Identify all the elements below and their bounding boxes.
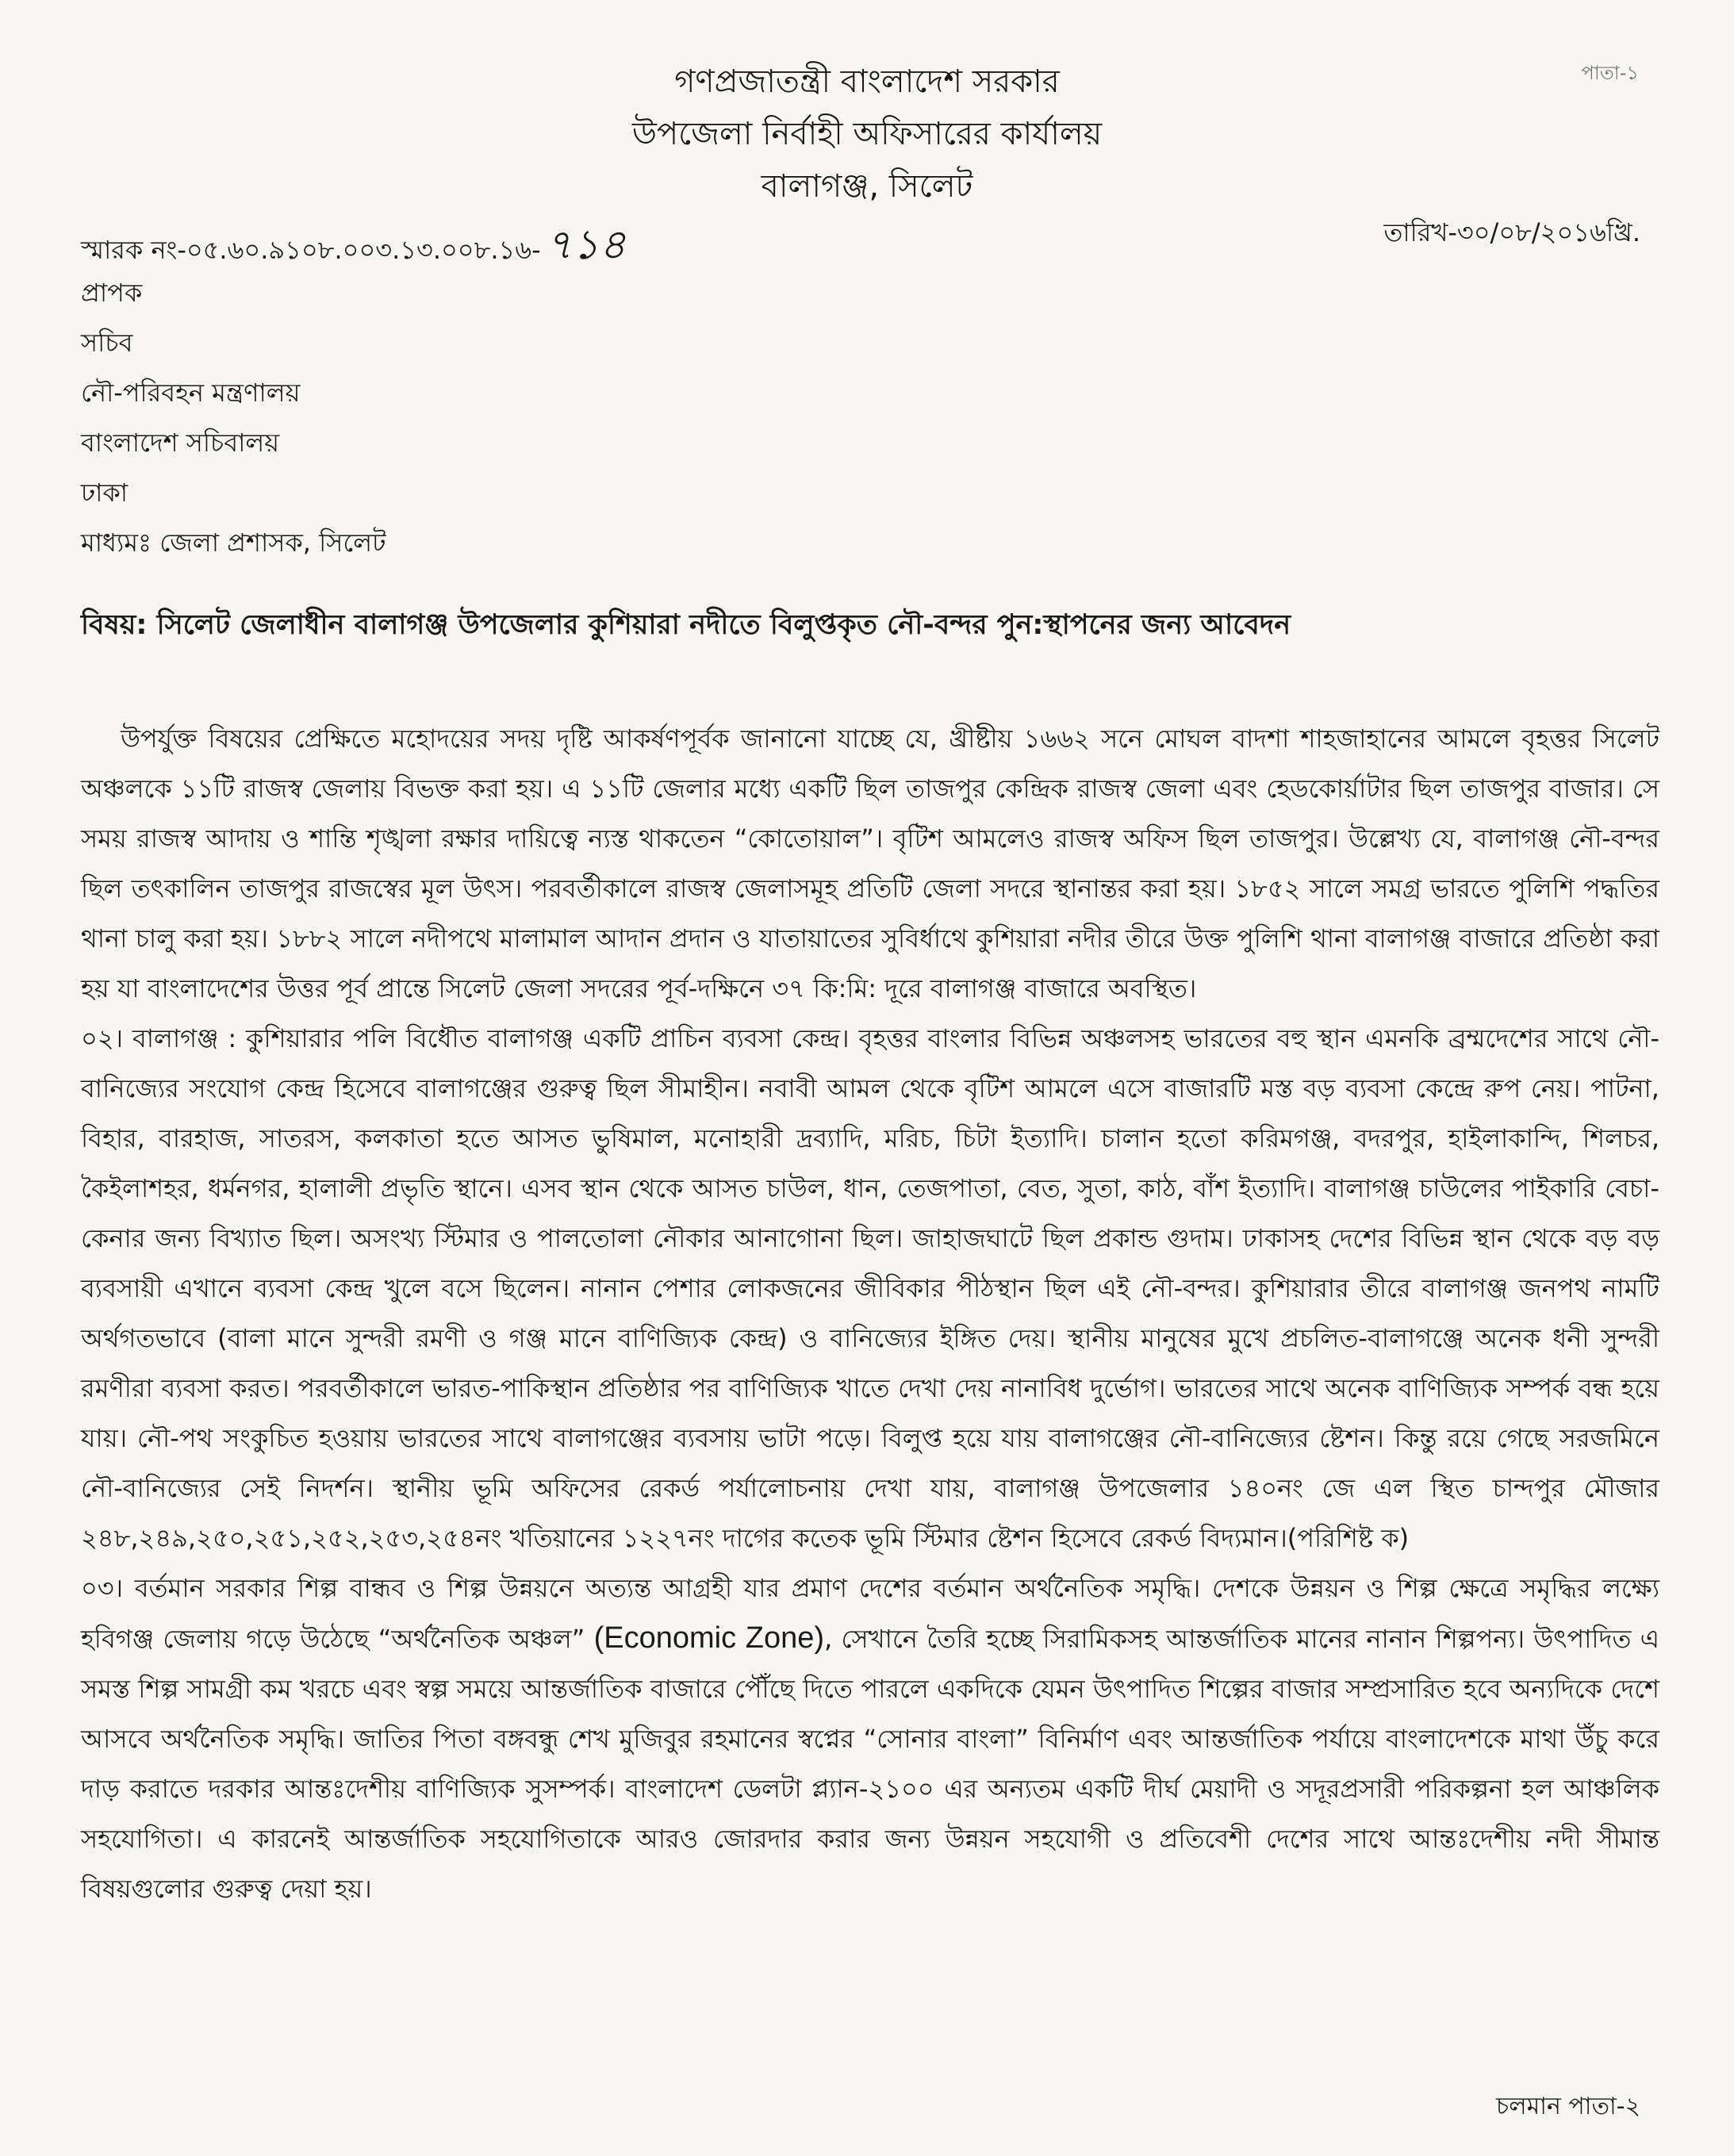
recipient-label: প্রাপক <box>81 278 143 308</box>
recipient-line: সচিব <box>81 328 133 358</box>
letterhead-government: গণপ্রজাতন্ত্রী বাংলাদেশ সরকার <box>674 63 1060 100</box>
memo-number-text: স্মারক নং-০৫.৬০.৯১০৮.০০৩.১৩.০০৮.১৬- <box>81 235 541 265</box>
letter-body <box>81 714 1659 1914</box>
paragraph-intro: উপর্যুক্ত বিষয়ের প্রেক্ষিতে মহোদয়ের সদয় দৃষ্টি আকর্ষণপূর্বক জানানো যাচ্ছে যে, খ্রীষ্টীয় ১৬৬২ সনে মোঘল বাদশা শাহজাহানের আমলে বৃহত্তর সিলেট অঞ্চলকে ১১টি রাজস্ব জেলায় বিভক্ত করা হয়। এ ১১টি জেলার মধ্যে একটি ছিল তাজপুর কেন্দ্রিক রাজস্ব জেলা এবং হেডকোর্য়াটার ছিল তাজপুর বাজার। সে সময় রাজস্ব আদায় ও শান্তি শৃঙ্খলা রক্ষার দায়িত্বে ন্যস্ত থাকতেন “কোতোয়াল”। বৃটিশ আমলেও রাজস্ব অফিস ছিল তাজপুর। উল্লেখ্য যে, বালাগঞ্জ নৌ-বন্দর ছিল তৎকালিন তাজপুর রাজস্বের মূল উৎস। পরবর্তীকালে রাজস্ব জেলাসমূহ প্রতিটি জেলা সদরে স্থানান্তর করা হয়। ১৮৫২ সালে সমগ্র ভারতে পুলিশি পদ্ধতির থানা চালু করা হয়। ১৮৮২ সালে নদীপথে মালামাল আদান প্রদান ও যাতায়াতের সুবির্ধাথে কুশিয়ারা নদীর তীরে উক্ত পুলিশি থানা বালাগঞ্জ বাজারে প্রতিষ্ঠা করা হয় যা বাংলাদেশের উত্তর পূর্ব প্রান্তে সিলেট জেলা সদরের পূর্ব-দক্ষিনে ৩৭ কি:মি: দূরে বালাগঞ্জ বাজারে অবস্থিত। <box>81 723 1659 1003</box>
subject-line: বিষয়: সিলেট জেলাধীন বালাগঞ্জ উপজেলার কুশিয়ারা নদীতে বিলুপ্তকৃত নৌ-বন্দর পুন:স্থাপনের জন্য আবেদন <box>81 609 1291 641</box>
letter-date: তারিখ-৩০/০৮/২০১৬খ্রি. <box>1383 217 1640 247</box>
paragraph-03-part2: , সেখানে তৈরি হচ্ছে সিরামিকসহ আন্তর্জাতিক মানের নানান শিল্পপন্য। উৎপাদিত এ সমস্ত শিল্প সামগ্রী কম খরচে এবং স্বল্প সময়ে আন্তর্জাতিক বাজারে পৌঁছে দিতে পারলে একদিকে যেমন উৎপাদিত শিল্পের বাজার সম্প্রসারিত হবে অন্যদিকে দেশে আসবে অর্থনৈতিক সমৃদ্ধি। জাতির পিতা বঙ্গবন্ধু শেখ মুজিবুর রহমানের স্বপ্নের “সোনার বাংলা” বিনির্মাণ এবং আন্তর্জাতিক পর্যায়ে বাংলাদেশকে মাথা উঁচু করে দাড় করাতে দরকার আন্তঃদেশীয় বাণিজ্যিক সুসম্পর্ক। বাংলাদেশ ডেলটা প্ল্যান-২১০০ এর অন্যতম একটি দীর্ঘ মেয়াদী ও সদূরপ্রসারী পরিকল্পনা হল আঞ্চলিক সহযোগিতা। এ কারনেই আন্তর্জাতিক সহযোগিতাকে আরও জোরদার করার জন্য উন্নয়ন সহযোগী ও প্রতিবেশী দেশের সাথে আন্তঃদেশীয় নদী সীমান্ত বিষয়গুলোর গুরুত্ব দেয়া হয়। <box>81 1624 1659 1904</box>
page-number-mark: পাতা-১ <box>1581 62 1639 84</box>
economic-zone-term: (Economic Zone) <box>593 1621 825 1655</box>
recipient-via: মাধ্যমঃ জেলা প্রশাসক, সিলেট <box>81 527 386 558</box>
letterhead-office: উপজেলা নির্বাহী অফিসারের কার্যালয় <box>631 116 1103 152</box>
continued-page-note: চলমান পাতা-২ <box>1496 2093 1640 2120</box>
paragraph-02: ০২। বালাগঞ্জ : কুশিয়ারার পলি বিধৌত বালাগঞ্জ একটি প্রাচিন ব্যবসা কেন্দ্র। বৃহত্তর বাংলার বিভিন্ন অঞ্চলসহ ভারতের বহু স্থান এমনকি ব্রম্মদেশের সাথে নৌ-বানিজ্যের সংযোগ কেন্দ্র হিসেবে বালাগঞ্জের গুরুত্ব ছিল সীমাহীন। নবাবী আমল থেকে বৃটিশ আমলে এসে বাজারটি মস্ত বড় ব্যবসা কেন্দ্রে রুপ নেয়। পাটনা, বিহার, বারহাজ, সাতরস, কলকাতা হতে আসত ভুষিমাল, মনোহারী দ্রব্যাদি, মরিচ, চিটা ইত্যাদি। চালান হতো করিমগঞ্জ, বদরপুর, হাইলাকান্দি, শিলচর, কৈইলাশহর, ধর্মনগর, হালালী প্রভৃতি স্থানে। এসব স্থান থেকে আসত চাউল, ধান, তেজপাতা, বেত, সুতা, কাঠ, বাঁশ ইত্যাদি। বালাগঞ্জ চাউলের পাইকারি বেচা-কেনার জন্য বিখ্যাত ছিল। অসংখ্য স্টিমার ও পালতোলা নৌকার আনাগোনা ছিল। জাহাজঘাটে ছিল প্রকান্ড গুদাম। ঢাকাসহ দেশের বিভিন্ন স্থান থেকে বড় বড় ব্যবসায়ী এখানে ব্যবসা কেন্দ্র খুলে বসে ছিলেন। নানান পেশার লোকজনের জীবিকার পীঠস্থান ছিল এই নৌ-বন্দর। কুশিয়ারার তীরে বালাগঞ্জ জনপথ নামটি অর্থগতভাবে (বালা মানে সুন্দরী রমণী ও গঞ্জ মানে বাণিজ্যিক কেন্দ্র) ও বানিজ্যের ইঙ্গিত দেয়। স্থানীয় মানুষের মুখে প্রচলিত-বালাগঞ্জে অনেক ধনী সুন্দরী রমণীরা ব্যবসা করত। পরবর্তীকালে ভারত-পাকিস্থান প্রতিষ্ঠার পর বাণিজ্যিক খাতে দেখা দেয় নানাবিধ দুর্ভোগ। ভারতের সাথে অনেক বাণিজ্যিক সম্পর্ক বন্ধ হয়ে যায়। নৌ-পথ সংকুচিত হওয়ায় ভারতের সাথে বালাগঞ্জের ব্যবসায় ভাটা পড়ে। বিলুপ্ত হয়ে যায় বালাগঞ্জের নৌ-বানিজ্যের ষ্টেশন। কিন্তু রয়ে গেছে সরজমিনে নৌ-বানিজ্যের সেই নিদর্শন। স্থানীয় ভূমি অফিসের রেকর্ড পর্যালোচনায় দেখা যায়, বালাগঞ্জ উপজেলার ১৪০নং জে এল স্থিত চান্দপুর মৌজার ২৪৮,২৪৯,২৫০,২৫১,২৫২,২৫৩,২৫৪নং খতিয়ানের ১২২৭নং দাগের কতেক ভূমি স্টিমার ষ্টেশন হিসেবে রেকর্ড বিদ্যমান।(পরিশিষ্ট ক) <box>81 1023 1660 1553</box>
recipient-line: ঢাকা <box>81 478 129 508</box>
letterhead <box>0 56 1734 213</box>
paragraph-03-part1: ০৩। বর্তমান সরকার শিল্প বান্ধব ও শিল্প উন্নয়নে অত্যন্ত আগ্রহী যার প্রমাণ দেশের বর্তমান অর্থনৈতিক সমৃদ্ধি। দেশকে উন্নয়ন ও শিল্প ক্ষেত্রে সমৃদ্ধির লক্ষ্যে হবিগঞ্জ জেলায় গড়ে উঠেছে “অর্থনৈতিক অঞ্চল” <box>81 1573 1659 1654</box>
recipient-line: নৌ-পরিবহন মন্ত্রণালয় <box>81 378 301 408</box>
memo-handwritten-number: ৭১৪ <box>545 221 626 269</box>
paragraph-03 <box>81 1563 1659 1914</box>
recipient-block <box>81 268 386 568</box>
letterhead-location: বালাগঞ্জ, সিলেট <box>761 168 973 205</box>
recipient-line: বাংলাদেশ সচিবালয় <box>81 428 280 458</box>
